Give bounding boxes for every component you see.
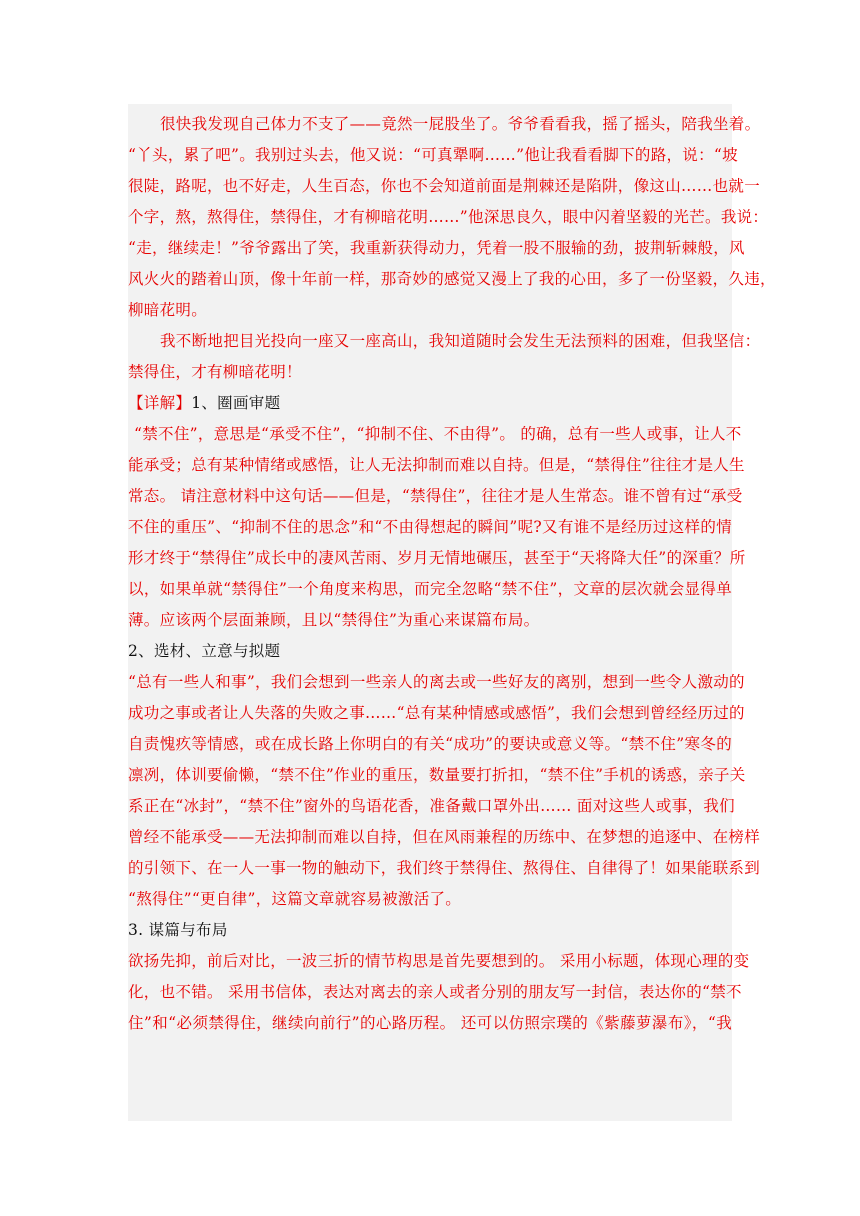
essay-p1-line-2: “丫头，累了吧”。我别过头去，他又说：“可真犟啊……”他让我看看脚下的路，说：“坡 xyxy=(128,146,738,164)
s2-line-7: 的引领下、在一人一事一物的触动下，我们终于禁得住、熬得住、自律得了！如果能联系到 xyxy=(128,859,761,877)
s2-line-3: 自责愧疚等情感，或在成长路上你明白的有关“成功”的要诀或意义等。“禁不住”寒冬的 xyxy=(128,735,732,753)
essay-p2-line-1: 我不断地把目光投向一座又一座高山，我知道随时会发生无法预料的困难，但我坚信： xyxy=(160,332,761,350)
s1-line-6: 以，如果单就“禁得住”一个角度来构思，而完全忽略“禁不住”，文章的层次就会显得单 xyxy=(128,580,732,598)
s1-line-7: 薄。应该两个层面兼顾，且以“禁得住”为重心来谋篇布局。 xyxy=(128,611,540,629)
essay-p2-line-2: 禁得住，才有柳暗花明！ xyxy=(128,363,302,381)
essay-p1-line-6: 风火火的踏着山顶，像十年前一样，那奇妙的感觉又漫上了我的心田，多了一份坚毅，久违， xyxy=(128,270,776,288)
essay-p1-line-7: 柳暗花明。 xyxy=(128,301,208,319)
section-1-title: 1、圈画审题 xyxy=(191,394,281,412)
s2-line-2: 成功之事或者让人失落的失败之事……“总有某种情感或感悟”，我们会想到曾经经历过的 xyxy=(128,704,745,722)
s3-line-1: 欲扬先抑，前后对比，一波三折的情节构思是首先要想到的。 采用小标题，体现心理的变 xyxy=(128,952,750,970)
detail-bracket: 【详解】 xyxy=(128,394,192,412)
s1-line-2: 能承受；总有某种情绪或感悟，让人无法抑制而难以自持。但是，“禁得住”往往才是人生 xyxy=(128,456,745,474)
s2-line-1: “总有一些人和事”，我们会想到一些亲人的离去或一些好友的离别，想到一些令人激动的 xyxy=(128,673,745,691)
s1-line-3: 常态。 请注意材料中这句话——但是，“禁得住”，往往才是人生常态。谁不曾有过“承受 xyxy=(128,487,743,505)
s2-line-6: 曾经不能承受——无法抑制而难以自持，但在风雨兼程的历练中、在梦想的追逐中、在榜样 xyxy=(128,828,761,846)
section-2-title: 2、选材、立意与拟题 xyxy=(128,642,281,660)
s2-line-4: 凛冽，体训要偷懒，“禁不住”作业的重压，数量要打折扣，“禁不住”手机的诱惑，亲子关 xyxy=(128,766,746,784)
s3-line-3: 住”和“必须禁得住，继续向前行”的心路历程。 还可以仿照宗璞的《紫藤萝瀑布》，“我 xyxy=(128,1014,732,1032)
s2-line-8: “熬得住”“更自律”，这篇文章就容易被激活了。 xyxy=(128,890,462,908)
s2-line-5: 系正在“冰封”，“禁不住”窗外的鸟语花香，准备戴口罩外出…… 面对这些人或事，我们 xyxy=(128,797,735,815)
essay-p1-line-3: 很陡，路呢，也不好走，人生百态，你也不会知道前面是荆棘还是陷阱，像这山……也就一 xyxy=(128,177,761,195)
essay-p1-line-5: “走，继续走！”爷爷露出了笑，我重新获得动力，凭着一股不服输的劲，披荆斩棘般，风 xyxy=(128,239,745,257)
s1-line-4: 不住的重压”、“抑制不住的思念”和“不由得想起的瞬间”呢?又有谁不是经历过这样的情 xyxy=(128,518,732,536)
analysis-header xyxy=(128,393,732,413)
content-area xyxy=(128,104,776,1121)
s3-line-2: 化，也不错。 采用书信体，表达对离去的亲人或者分别的朋友写一封信，表达你的“禁不 xyxy=(128,983,742,1001)
essay-p1-line-4: 个字，熬，熬得住，禁得住，才有柳暗花明……”他深思良久，眼中闪着坚毅的光芒。我说： xyxy=(128,208,769,226)
s1-line-5: 形才终于“禁得住”成长中的凄风苦雨、岁月无情地碾压，甚至于“天将降大任”的深重？所 xyxy=(128,549,746,567)
s1-line-1: “禁不住”，意思是“承受不住”，“抑制不住、不由得”。 的确，总有一些人或事，让人不 xyxy=(134,425,742,443)
section-3-title: 3. 谋篇与布局 xyxy=(128,921,228,939)
essay-p1-line-1: 很快我发现自己体力不支了——竟然一屁股坐了。爷爷看看我，摇了摇头，陪我坐着。 xyxy=(160,115,761,133)
